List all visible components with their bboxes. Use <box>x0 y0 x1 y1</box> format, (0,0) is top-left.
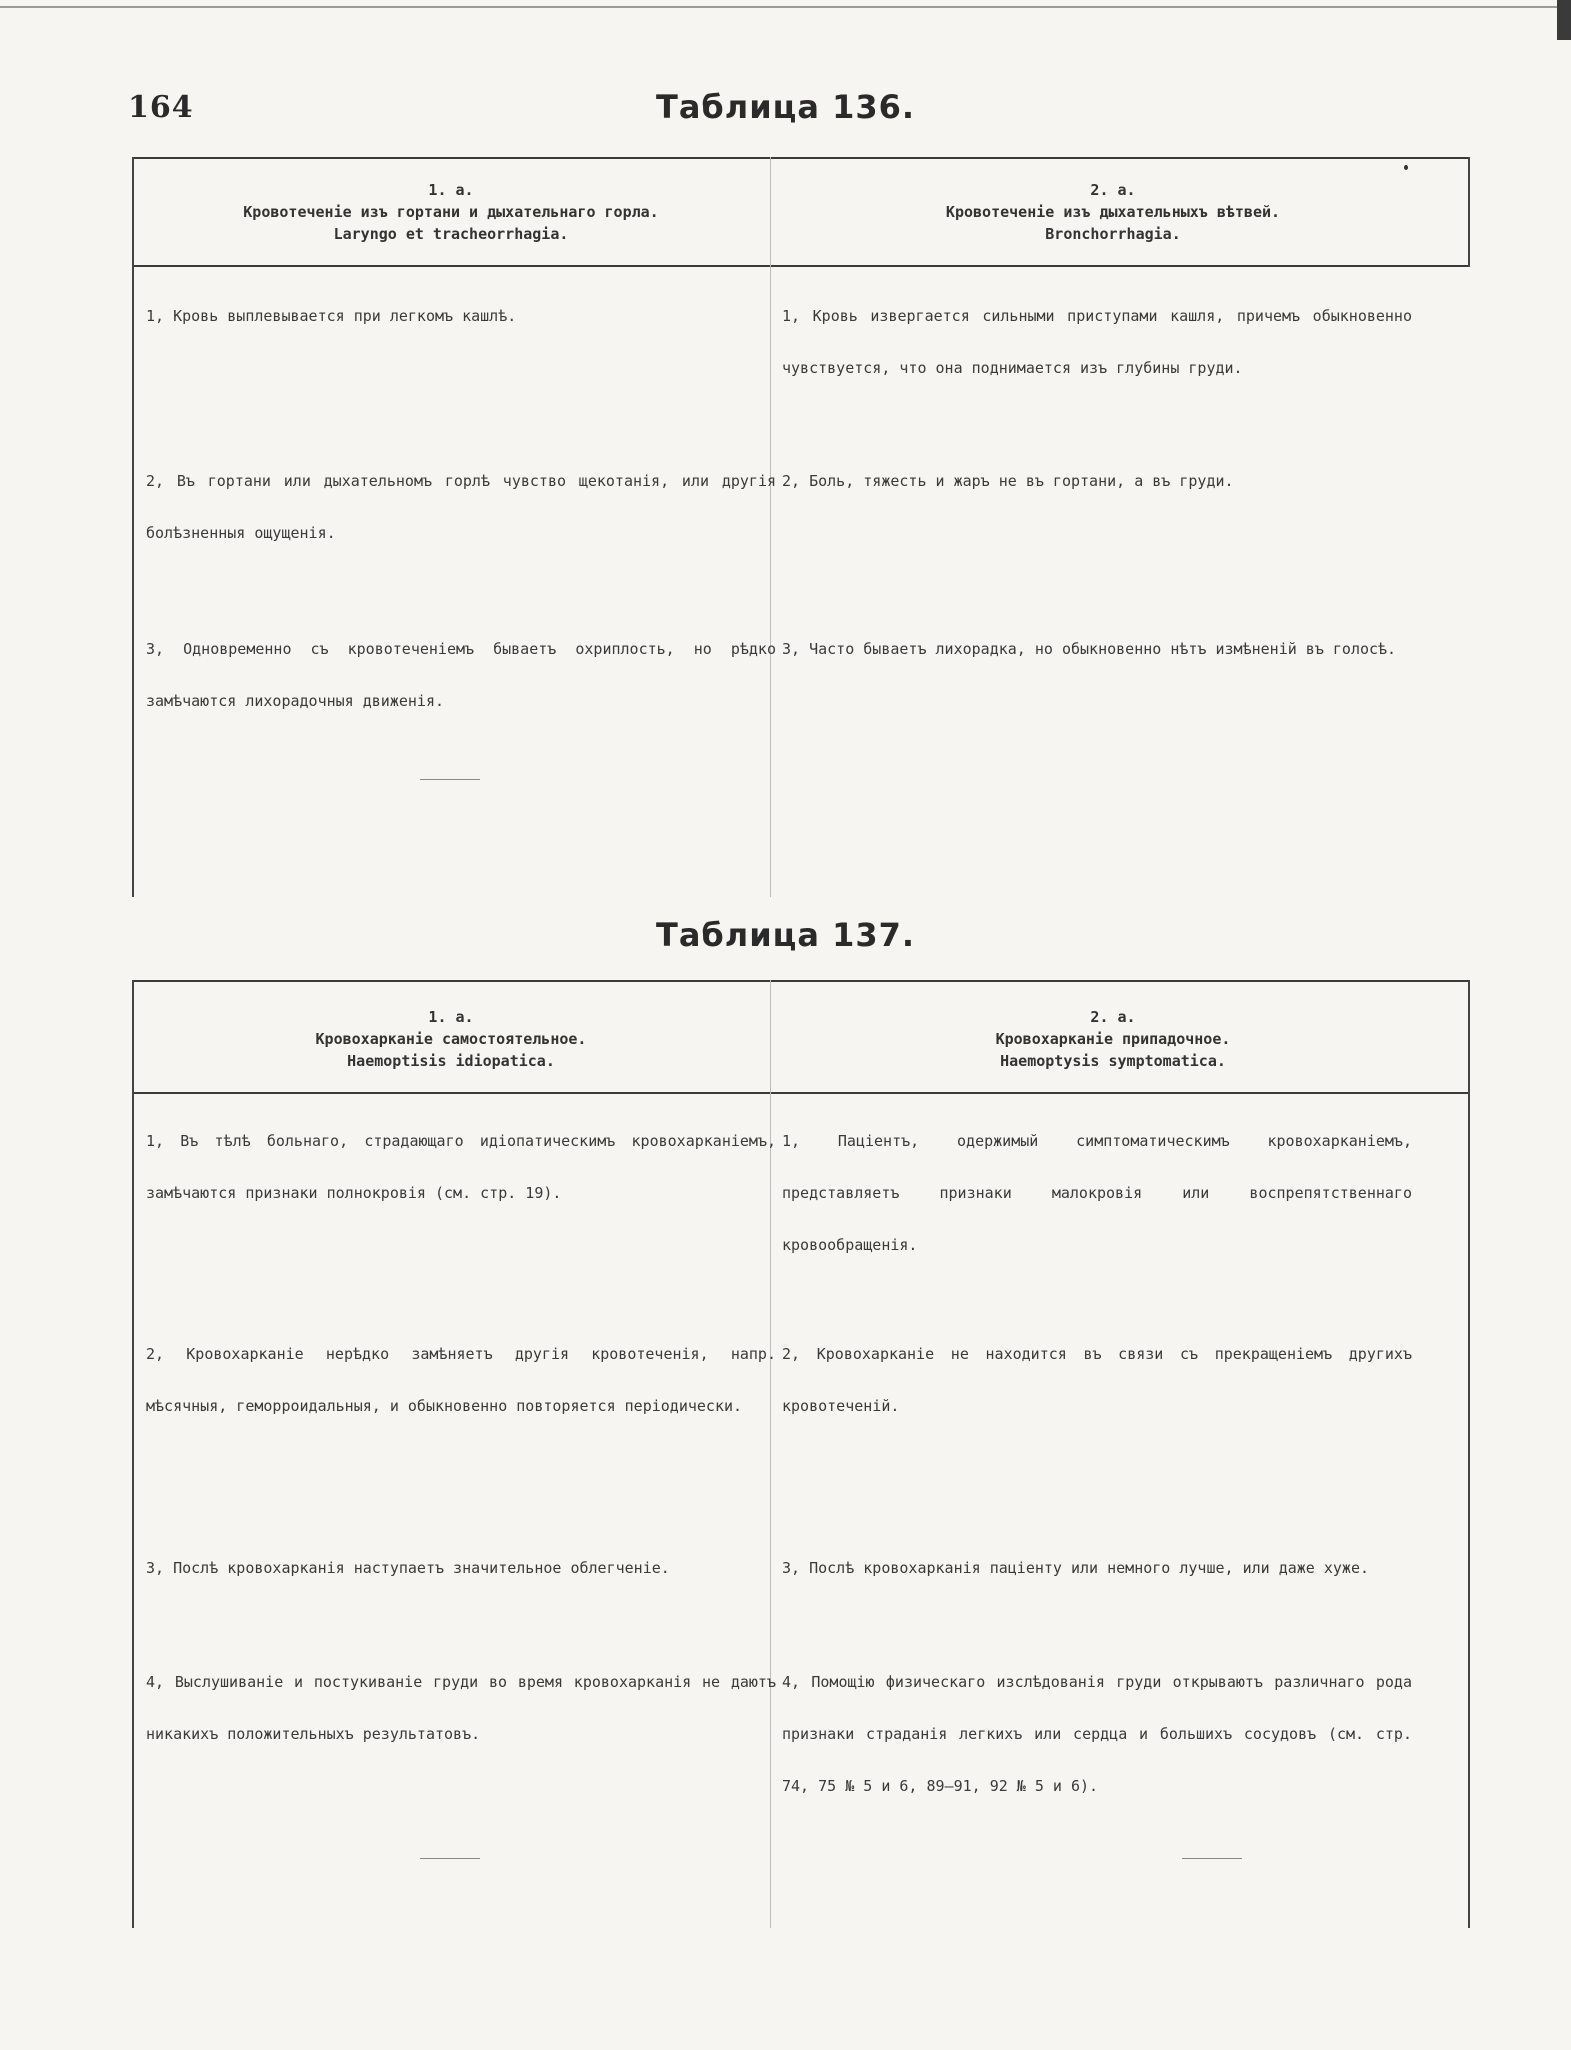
table-137-title: Таблица 137. <box>655 916 916 954</box>
column-title-ru: Кровохарканіе припадочное. <box>995 1030 1231 1048</box>
table-137-right-item-1: 1, Паціентъ, одержимый симптоматическимъ кровохарканіемъ, представляетъ признаки малокровія или воспрепятственнаго кровообращенія. <box>782 1132 1412 1254</box>
table-136-header-rule <box>132 265 1470 267</box>
column-number: 2. a. <box>1090 181 1136 199</box>
table-136-right-item-2: 2, Боль, тяжесть и жаръ не въ гортани, а въ груди. <box>782 472 1234 490</box>
table-137-right-border <box>1468 980 1470 1928</box>
column-title-latin: Bronchorrhagia. <box>1045 225 1181 243</box>
table-137-right-item-3: 3, Послѣ кровохарканія паціенту или немного лучше, или даже хуже. <box>782 1559 1369 1577</box>
table-137-left-item-3: 3, Послѣ кровохарканія наступаетъ значительное облегченіе. <box>146 1559 670 1577</box>
end-separator <box>420 779 480 780</box>
table-137-right-item-2: 2, Кровохарканіе не находится въ связи съ прекращеніемъ другихъ кровотеченій. <box>782 1345 1412 1415</box>
table-136-left-item-3: 3, Одновременно съ кровотеченіемъ бываетъ охриплость, но рѣдко замѣчаются лихорадочныя движенія. <box>146 640 776 710</box>
table-137-left-item-4: 4, Выслушиваніе и постукиваніе груди во время кровохарканія не даютъ никакихъ положительныхъ результатовъ. <box>146 1673 776 1743</box>
column-title-latin: Laryngo et tracheorrhagia. <box>333 225 569 243</box>
end-separator <box>420 1858 480 1859</box>
scan-top-edge <box>0 6 1571 8</box>
table-136-left-item-2: 2, Въ гортани или дыхательномъ горлѣ чувство щекотанія, или другія болѣзненныя ощущенія. <box>146 472 776 542</box>
table-137-left-item-2: 2, Кровохарканіе нерѣдко замѣняетъ другія кровотеченія, напр. мѣсячныя, геморроидальныя, и обыкновенно повторяется періодически. <box>146 1345 776 1415</box>
table-137-right-header <box>796 1006 1430 1072</box>
table-136-title: Таблица 136. <box>655 88 916 126</box>
table-137-left-border <box>132 980 134 1928</box>
table-136-right-item-1: 1, Кровь извергается сильными приступами кашля, причемъ обыкновенно чувствуется, что она поднимается изъ глубины груди. <box>782 307 1412 377</box>
page-number: 164 <box>128 90 194 125</box>
table-136-right-header <box>796 179 1430 245</box>
column-number: 1. a. <box>428 1008 474 1026</box>
column-number: 2. a. <box>1090 1008 1136 1026</box>
column-title-ru: Кровотеченіе изъ гортани и дыхательнаго горла. <box>243 203 659 221</box>
table-136-left-item-1: 1, Кровь выплевывается при легкомъ кашлѣ. <box>146 307 517 325</box>
ink-dot <box>1404 165 1408 170</box>
table-137-header-rule <box>132 1092 1470 1094</box>
table-136-left-header <box>134 179 768 245</box>
end-separator <box>1182 1858 1242 1859</box>
table-137-top-rule <box>132 980 1470 982</box>
column-title-ru: Кровохарканіе самостоятельное. <box>315 1030 587 1048</box>
scan-right-edge <box>1557 0 1571 40</box>
table-137-left-item-1: 1, Въ тѣлѣ больнаго, страдающаго идіопатическимъ кровохарканіемъ, замѣчаются признаки полнокровія (см. стр. 19). <box>146 1132 776 1202</box>
table-136-left-border <box>132 157 134 897</box>
column-number: 1. a. <box>428 181 474 199</box>
column-title-latin: Haemoptisis idiopatica. <box>347 1052 555 1070</box>
table-137 <box>132 980 1470 1928</box>
table-136-right-border <box>1468 157 1470 267</box>
column-title-latin: Haemoptysis symptomatica. <box>1000 1052 1226 1070</box>
table-136 <box>132 157 1470 897</box>
table-137-left-header <box>134 1006 768 1072</box>
table-137-right-item-4: 4, Помощію физическаго изслѣдованія груди открываютъ различнаго рода признаки страданія легкихъ или сердца и большихъ сосудовъ (см. стр. 74, 75 № 5 и 6, 89—91, 92 № 5 и 6). <box>782 1673 1412 1795</box>
table-136-top-rule <box>132 157 1470 159</box>
table-136-right-item-3: 3, Часто бываетъ лихорадка, но обыкновенно нѣтъ измѣненій въ голосѣ. <box>782 640 1397 658</box>
column-title-ru: Кровотеченіе изъ дыхательныхъ вѣтвей. <box>945 203 1281 221</box>
